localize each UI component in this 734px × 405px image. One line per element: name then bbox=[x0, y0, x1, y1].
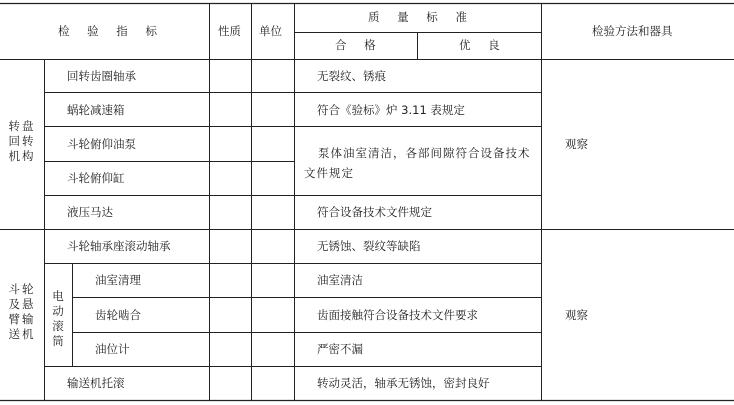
row-item: 油位计 bbox=[95, 342, 130, 356]
row-item: 回转齿圈轴承 bbox=[67, 69, 136, 83]
row-item: 斗轮俯仰油泵 bbox=[67, 137, 136, 151]
group-title-slewing-mechanism: 转盘回转机构 bbox=[8, 119, 36, 163]
row-standard: 转动灵活，轴承无锈蚀，密封良好 bbox=[317, 376, 490, 390]
row-standard: 严密不漏 bbox=[317, 342, 363, 356]
row-item: 齿轮啮合 bbox=[95, 308, 141, 322]
row-item: 油室清理 bbox=[95, 273, 141, 287]
row-standard: 符合《验标》炉 3.11 表规定 bbox=[317, 103, 465, 117]
group-method: 观察 bbox=[565, 137, 588, 151]
row-item: 斗轮俯仰缸 bbox=[67, 171, 125, 185]
row-standard: 油室清洁 bbox=[317, 273, 363, 287]
row-standard: 无裂纹、锈痕 bbox=[317, 69, 386, 83]
header-indicator: 检 验 指 标 bbox=[58, 24, 164, 38]
row-standard: 齿面接触符合设备技术文件要求 bbox=[317, 308, 478, 322]
row-item: 液压马达 bbox=[67, 205, 113, 219]
header-excellent: 优 良 bbox=[459, 38, 507, 52]
header-unit: 单位 bbox=[259, 24, 282, 38]
header-quality-standard: 质 量 标 准 bbox=[368, 10, 474, 24]
sub-group-title-electric-drum: 电动滚筒 bbox=[52, 289, 64, 348]
row-item: 蜗轮减速箱 bbox=[67, 103, 125, 117]
group-title-bucket-wheel-boom: 斗轮及悬臂输送机 bbox=[8, 282, 36, 341]
header-method: 检验方法和器具 bbox=[592, 24, 673, 38]
row-item: 输送机托滚 bbox=[67, 376, 125, 390]
row-standard: 无锈蚀、裂纹等缺陷 bbox=[317, 239, 421, 253]
group-method: 观察 bbox=[565, 308, 588, 322]
header-nature: 性质 bbox=[218, 24, 241, 38]
header-qualified: 合 格 bbox=[335, 38, 383, 52]
row-standard: 符合设备技术文件规定 bbox=[317, 205, 432, 219]
row-item: 斗轮轴承座滚动轴承 bbox=[67, 239, 171, 253]
row-standard: 泵体油室清洁，各部间隙符合设备技术文件规定 bbox=[304, 146, 531, 180]
